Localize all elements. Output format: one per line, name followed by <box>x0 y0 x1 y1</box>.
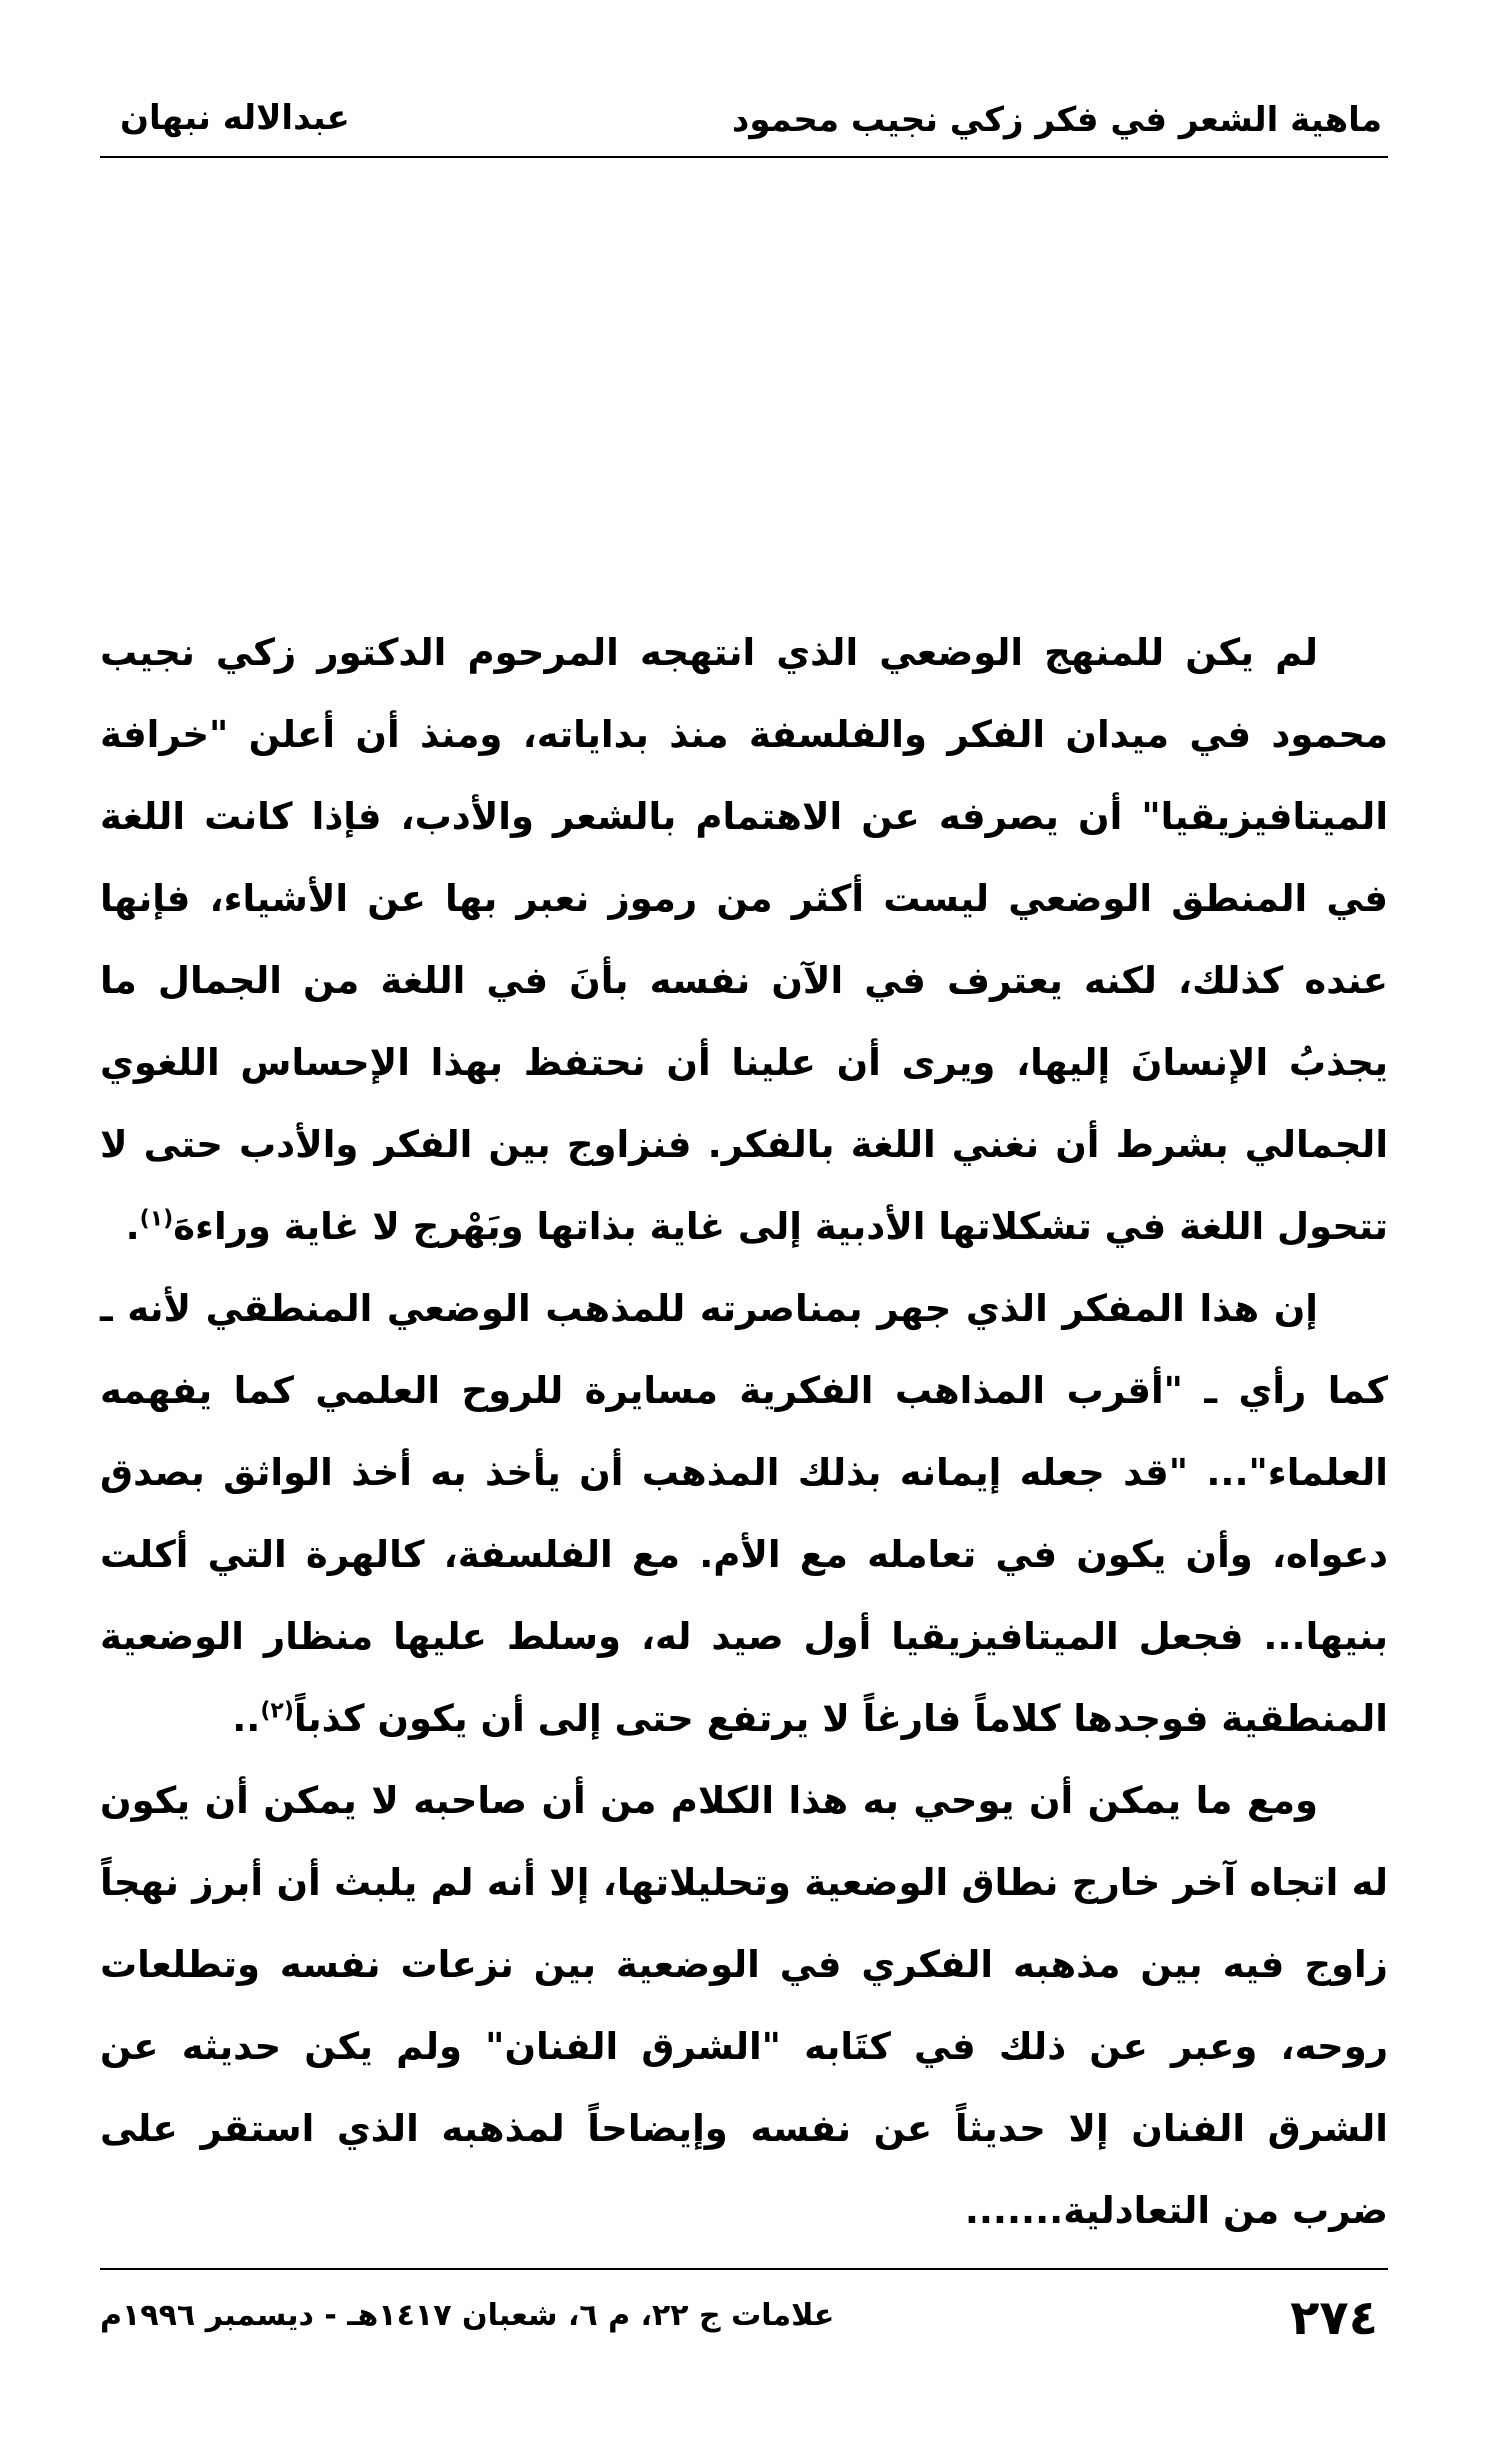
page-footer <box>100 2268 1388 2370</box>
paragraph-3-text: ومع ما يمكن أن يوحي به هذا الكلام من أن صاحبه لا يمكن أن يكون له اتجاه آخر خارج نطاق الوضعية وتحليلاتها، إلا أنه لم يلبث أن أبرز نهجاً زاوج فيه بين مذهبه الفكري في الوضعية بين نزعات نفسه وتطلعات روحه، وعبر عن ذلك في كتَابه "الشرق الفنان" ولم يكن حديثه عن الشرق الفنان إلا حديثاً عن نفسه وإيضاحاً لمذهبه الذي استقر على ضرب من التعادلية....... <box>100 1779 1388 2232</box>
article-body <box>100 612 1388 2252</box>
author-name: عبدالاله نبهان <box>120 98 350 138</box>
footnote-ref-1: (١) <box>139 1206 174 1232</box>
page-number: ٢٧٤ <box>1290 2290 1378 2346</box>
paragraph-2-tail: .. <box>232 1697 261 1740</box>
paragraph-3 <box>100 1760 1388 2252</box>
running-header <box>100 92 1388 158</box>
paragraph-2 <box>100 1268 1388 1760</box>
paragraph-1-tail: . <box>125 1205 140 1248</box>
paragraph-2-text: إن هذا المفكر الذي جهر بمناصرته للمذهب الوضعي المنطقي لأنه ـ كما رأي ـ "أقرب المذاهب الفكرية مسايرة للروح العلمي كما يفهمه العلماء"... "قد جعله إيمانه بذلك المذهب أن يأخذ به أخذ الواثق بصدق دعواه، وأن يكون في تعامله مع الأم. مع الفلسفة، كالهرة التي أكلت بنيها... فجعل الميتافيزيقيا أول صيد له، وسلط عليها منظار الوضعية المنطقية فوجدها كلاماً فارغاً لا يرتفع حتى إلى أن يكون كذباً <box>100 1287 1388 1740</box>
article-title: ماهية الشعر في فكر زكي نجيب محمود <box>731 100 1382 140</box>
paragraph-1-text: لم يكن للمنهج الوضعي الذي انتهجه المرحوم الدكتور زكي نجيب محمود في ميدان الفكر والفلسفة منذ بداياته، ومنذ أن أعلن "خرافة الميتافيزيقيا" أن يصرفه عن الاهتمام بالشعر والأدب، فإذا كانت اللغة في المنطق الوضعي ليست أكثر من رموز نعبر بها عن الأشياء، فإنها عنده كذلك، لكنه يعترف في الآن نفسه بأنَ في اللغة من الجمال ما يجذبُ الإنسانَ إليها، ويرى أن علينا أن نحتفظ بهذا الإحساس اللغوي الجمالي بشرط أن نغني اللغة بالفكر. فنزاوج بين الفكر والأدب حتى لا تتحول اللغة في تشكلاتها الأدبية إلى غاية بذاتها وبَهْرج لا غاية وراءهَ <box>100 631 1388 1248</box>
paragraph-1 <box>100 612 1388 1268</box>
journal-citation: علامات ج ٢٢، م ٦، شعبان ١٤١٧هـ - ديسمبر ١٩٩٦م <box>100 2298 835 2333</box>
footnote-ref-2: (٢) <box>260 1698 294 1724</box>
